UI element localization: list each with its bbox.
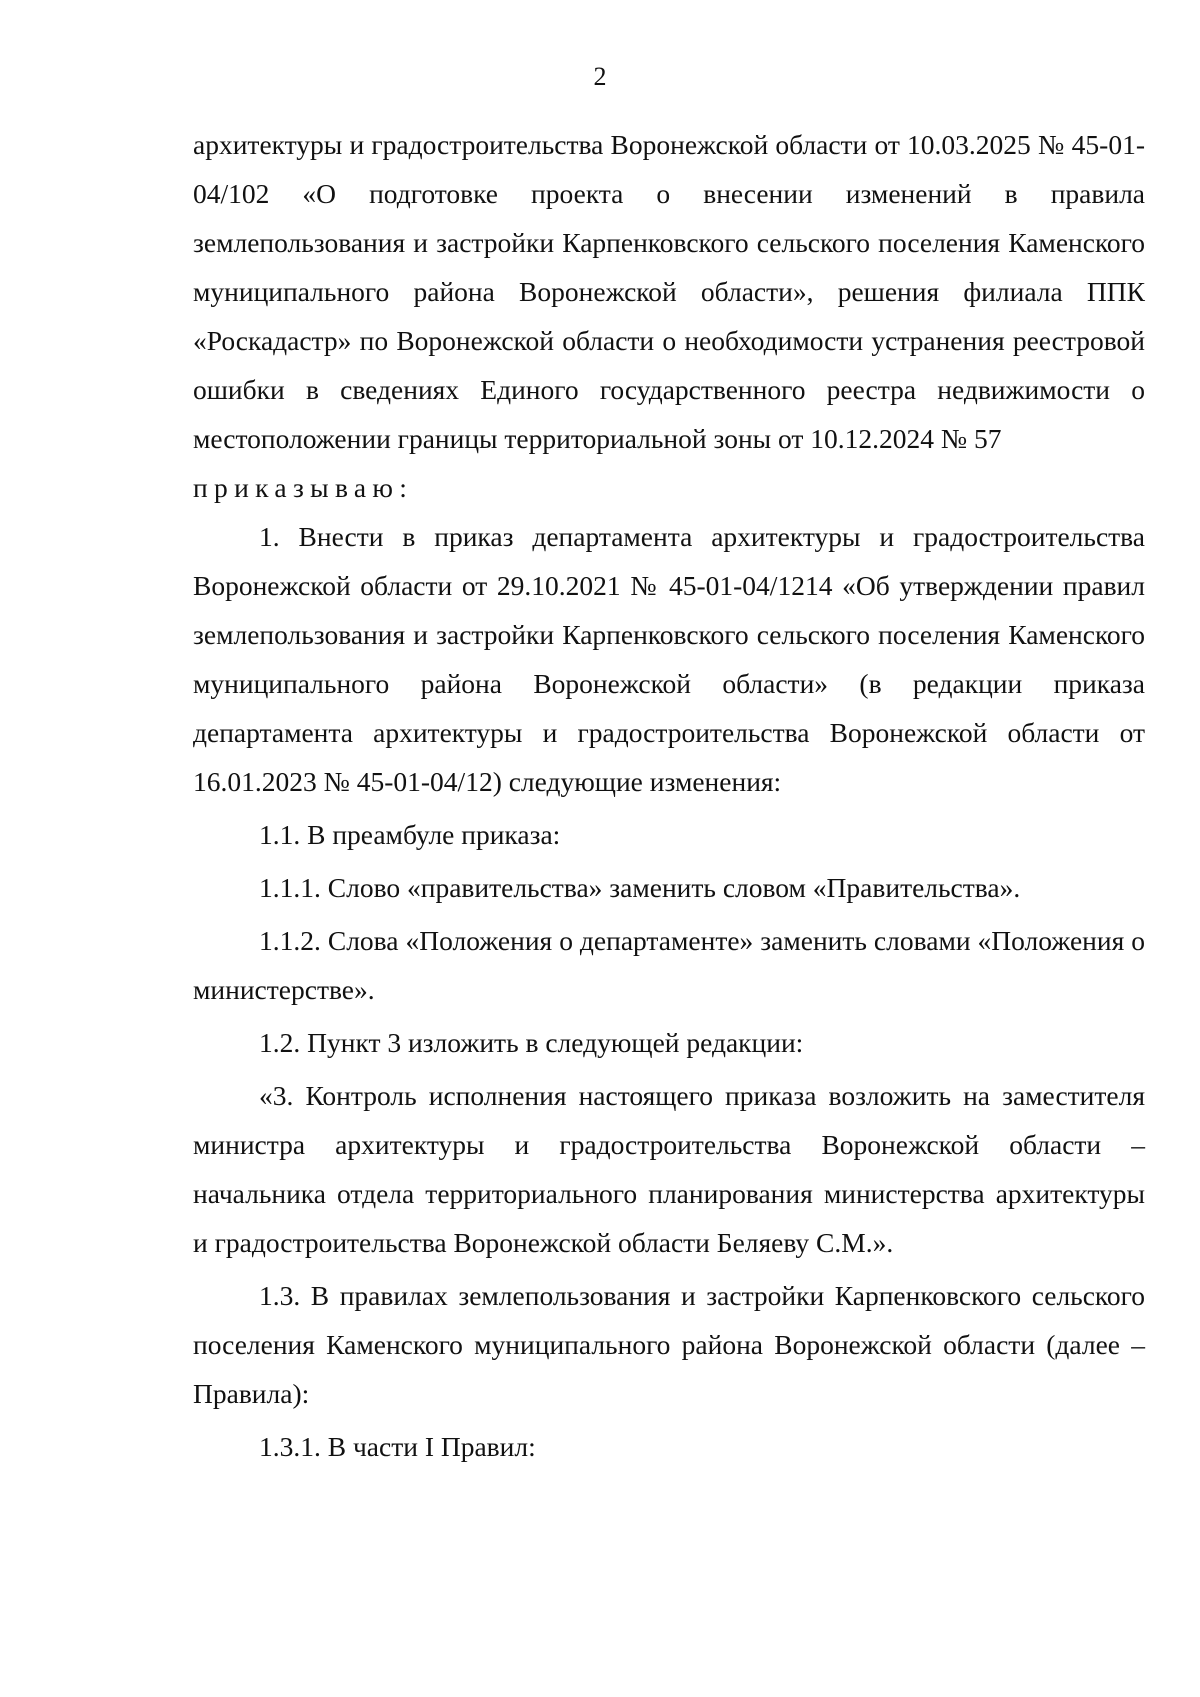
paragraph-item-1-3-1: 1.3.1. В части I Правил: xyxy=(259,1431,536,1462)
paragraph-order-word: приказываю: xyxy=(193,472,414,503)
paragraph-item-1-3: 1.3. В правилах землепользования и застройки Карпенковского сельского поселения Каменского муниципального района Воронежской области (далее – Правила): xyxy=(193,1280,1145,1409)
paragraph-item-1-2-quote: «3. Контроль исполнения настоящего приказа возложить на заместителя министра архитектуры и градостроительства Воронежской области – начальника отдела территориального планирования министерства архитектуры и градостроительства Воронежской области Беляеву С.М.». xyxy=(193,1080,1145,1258)
document-body xyxy=(193,120,1145,1471)
paragraph-item-1-2: 1.2. Пункт 3 изложить в следующей редакции: xyxy=(259,1027,804,1058)
paragraph-item-1: 1. Внести в приказ департамента архитектуры и градостроительства Воронежской области от 29.10.2021 № 45-01-04/1214 «Об утверждении правил землепользования и застройки Карпенковского сельского поселения Каменского муниципального района Воронежской области» (в редакции приказа департамента архитектуры и градостроительства Воронежской области от 16.01.2023 № 45-01-04/12) следующие изменения: xyxy=(193,521,1145,797)
page-number: 2 xyxy=(593,62,607,91)
paragraph-item-1-1-2: 1.1.2. Слова «Положения о департаменте» заменить словами «Положения о министерстве». xyxy=(193,925,1145,1005)
paragraph-preamble: архитектуры и градостроительства Воронежской области от 10.03.2025 № 45-01-04/102 «О подготовке проекта о внесении изменений в правила землепользования и застройки Карпенковского сельского поселения Каменского муниципального района Воронежской области», решения филиала ППК «Роскадастр» по Воронежской области о необходимости устранения реестровой ошибки в сведениях Единого государственного реестра недвижимости о местоположении границы территориальной зоны от 10.12.2024 № 57 xyxy=(193,129,1145,454)
paragraph-item-1-1: 1.1. В преамбуле приказа: xyxy=(259,819,561,850)
paragraph-item-1-1-1: 1.1.1. Слово «правительства» заменить словом «Правительства». xyxy=(259,872,1021,903)
